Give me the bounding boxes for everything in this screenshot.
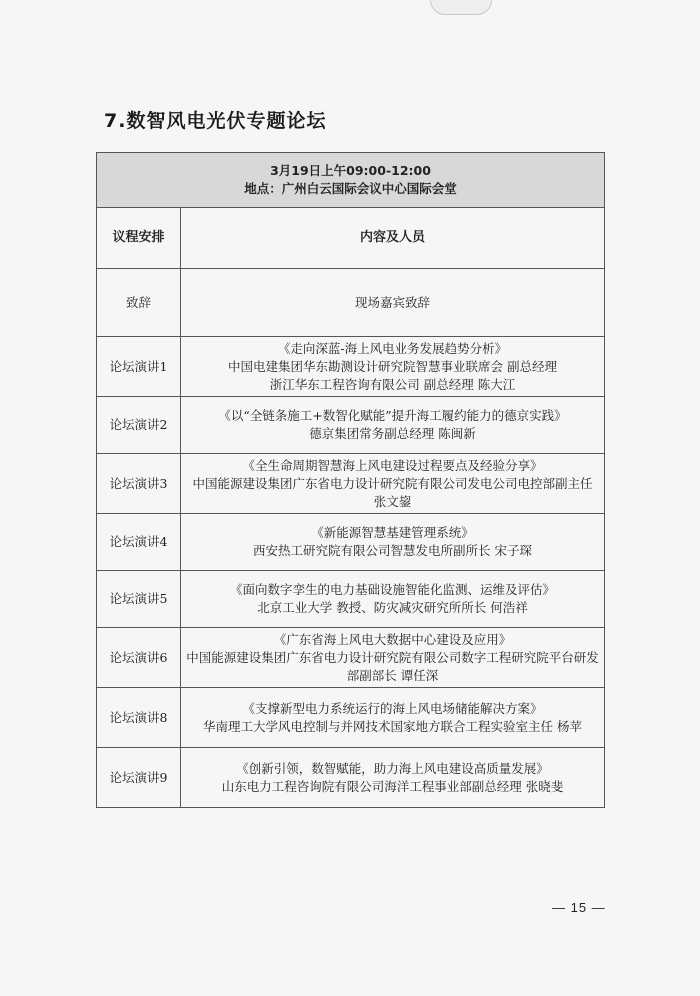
talk-title: 《以“全链条施工+数智化赋能”提升海工履约能力的德京实践》 [218, 408, 567, 423]
session-time: 3月19日上午09:00-12:00 [270, 163, 431, 178]
talk-title: 《广东省海上风电大数据中心建设及应用》 [273, 631, 512, 647]
table-row [97, 571, 605, 628]
talk-title: 《新能源智慧基建管理系统》 [311, 525, 474, 540]
talk-title: 《走向深蓝-海上风电业务发展趋势分析》 [277, 340, 508, 356]
speaker-line: 山东电力工程咨询院有限公司海洋工程事业部副总经理 张晓斐 [221, 778, 564, 794]
speaker-line: 浙江华东工程咨询有限公司 副总经理 陈大江 [269, 376, 516, 392]
row-content [181, 397, 605, 454]
page-number: — 15 — [552, 900, 606, 915]
agenda-column-header: 议程安排 [97, 208, 181, 269]
row-content [181, 571, 605, 628]
row-label: 论坛演讲8 [97, 688, 181, 748]
session-header-row [97, 153, 605, 208]
row-label: 论坛演讲4 [97, 514, 181, 571]
speaker-line: 德京集团常务副总经理 陈闽新 [309, 426, 476, 441]
row-label: 论坛演讲3 [97, 454, 181, 514]
talk-title: 《全生命周期智慧海上风电建设过程要点及经验分享》 [242, 457, 543, 473]
agenda-table [96, 152, 605, 808]
row-content [181, 514, 605, 571]
speaker-line: 中国电建集团华东勘测设计研究院智慧事业联席会 副总经理 [228, 358, 557, 374]
row-content [181, 454, 605, 514]
row-content [181, 628, 605, 688]
speaker-line: 中国能源建设集团广东省电力设计研究院有限公司数字工程研究院平台研发部副部长 谭任深 [186, 649, 599, 683]
table-row [97, 454, 605, 514]
row-label: 论坛演讲2 [97, 397, 181, 454]
row-content [181, 748, 605, 808]
table-row [97, 514, 605, 571]
table-row [97, 269, 605, 337]
speaker-line: 北京工业大学 教授、防灾减灾研究所所长 何浩祥 [257, 600, 528, 615]
row-content [181, 337, 605, 397]
speaker-line: 中国能源建设集团广东省电力设计研究院有限公司发电公司电控部副主任 张文鋆 [192, 475, 593, 509]
session-location: 地点：广州白云国际会议中心国际会堂 [244, 181, 457, 196]
binding-mark [430, 0, 492, 15]
section-title: 7.数智风电光伏专题论坛 [104, 110, 327, 132]
speaker-line: 西安热工研究院有限公司智慧发电所副所长 宋子琛 [253, 543, 532, 558]
session-header [97, 153, 605, 208]
table-row [97, 337, 605, 397]
table-row [97, 628, 605, 688]
talk-title: 《创新引领，数智赋能，助力海上风电建设高质量发展》 [236, 760, 549, 776]
table-row [97, 688, 605, 748]
table-row [97, 748, 605, 808]
row-label: 论坛演讲5 [97, 571, 181, 628]
row-label: 论坛演讲9 [97, 748, 181, 808]
talk-title: 《面向数字孪生的电力基础设施智能化监测、运维及评估》 [229, 582, 555, 597]
content-line: 现场嘉宾致辞 [354, 294, 430, 310]
column-header-row [97, 208, 605, 269]
speaker-line: 华南理工大学风电控制与并网技术国家地方联合工程实验室主任 杨苹 [203, 718, 582, 734]
row-content [181, 688, 605, 748]
row-label: 论坛演讲6 [97, 628, 181, 688]
talk-title: 《支撑新型电力系统运行的海上风电场储能解决方案》 [242, 700, 543, 716]
row-label: 致辞 [97, 269, 181, 337]
table-row [97, 397, 605, 454]
row-content [181, 269, 605, 337]
row-label: 论坛演讲1 [97, 337, 181, 397]
content-column-header: 内容及人员 [181, 208, 605, 269]
